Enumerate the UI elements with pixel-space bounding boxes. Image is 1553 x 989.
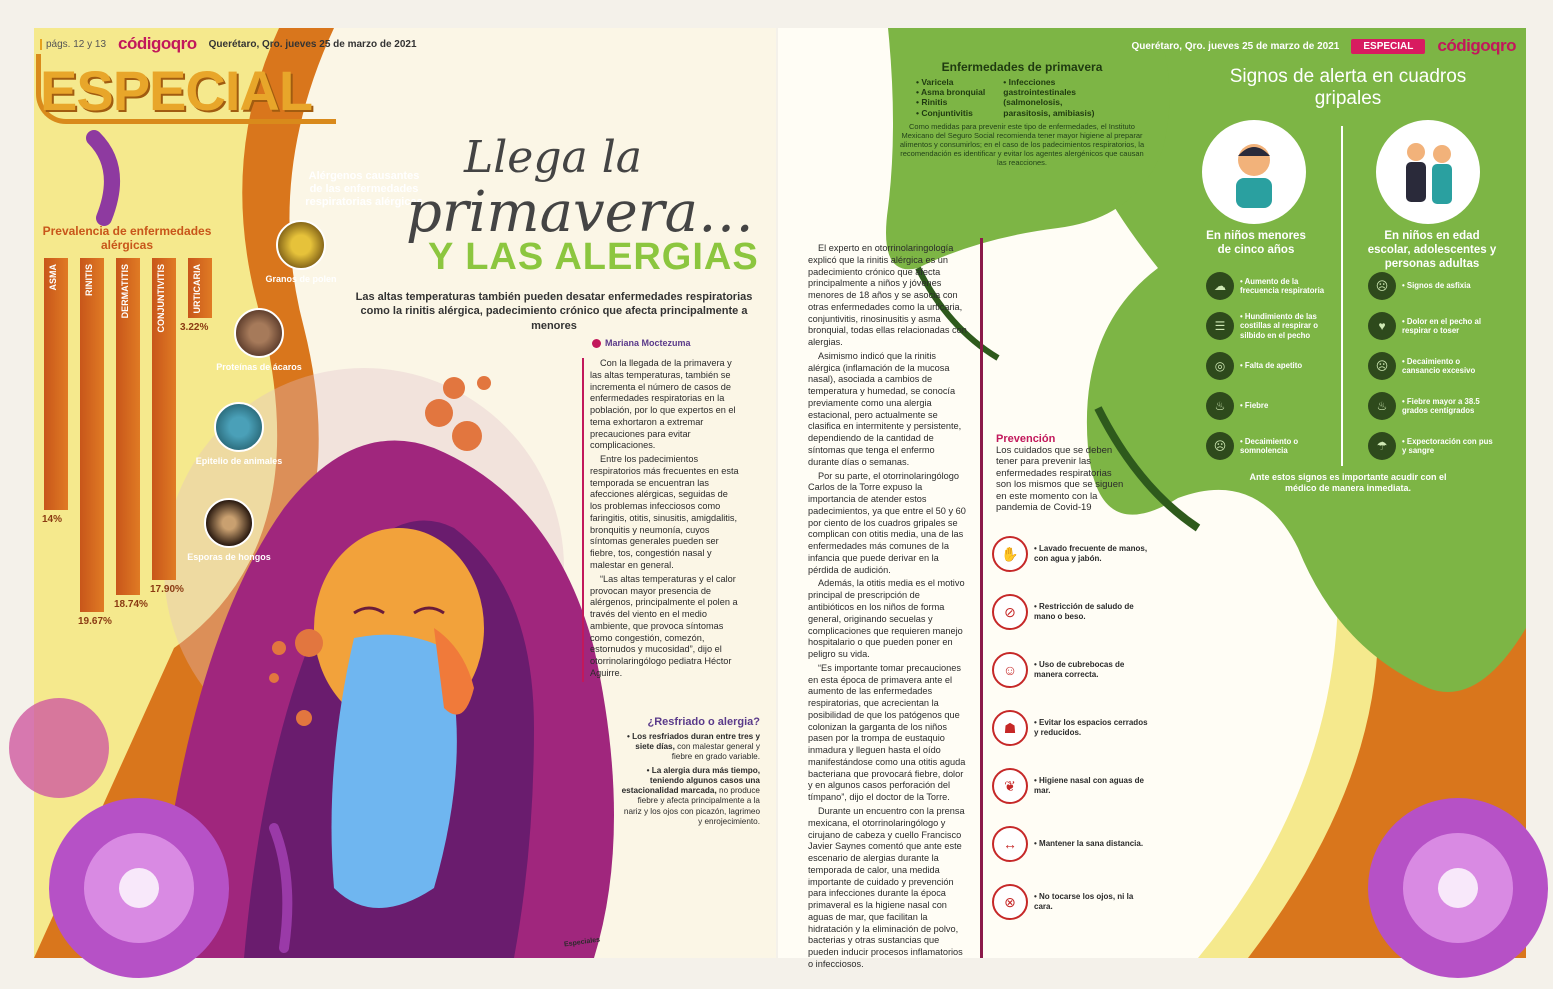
tired-icon: ☹: [1368, 352, 1396, 380]
bar: [188, 258, 212, 318]
logo: códigoqro: [118, 34, 197, 53]
column-title-adults: En niños en edad escolar, adolescentes y personas adultas: [1367, 230, 1497, 270]
paragraph: Entre los padecimientos respiratorios más frecuentes en esta temporada se encuentran las afecciones alérgicas, seguidas de los problemas infecciosos como faringitis, otitis, sinusitis, amigdalitis, bronquitis y neumonía, cuyos síntomas generales pueden ser fiebre, tos, congestión nasal y malestar en general.: [590, 454, 739, 571]
warning-sign-item: [1368, 352, 1498, 380]
warning-sign-item: [1368, 272, 1498, 300]
prevention-item: [992, 652, 1152, 688]
fever-icon: ♨: [1368, 392, 1396, 420]
prevention-item-text: • Evitar los espacios cerrados y reducidos.: [1034, 718, 1148, 737]
sick-child-icon: [1214, 132, 1294, 212]
bar: [44, 258, 68, 510]
article-body-right: [808, 243, 968, 973]
prevention-title: Prevención: [996, 433, 1056, 445]
dateline: Querétaro, Qro. jueves 25 de marzo de 2021: [1131, 40, 1340, 52]
right-header: [1132, 36, 1517, 56]
warning-sign-item: [1206, 352, 1336, 380]
chart-title: Prevalencia de enfermedades alérgicas: [42, 224, 212, 252]
author-icon: [592, 339, 601, 348]
headline-line-1: Llega la: [464, 132, 643, 183]
sick-adults-icon: [1388, 132, 1468, 212]
byline: Mariana Moctezuma: [592, 338, 691, 348]
list-item: • Conjuntivitis: [916, 108, 985, 118]
box-note: Como medidas para prevenir este tipo de enfermedades, el Instituto Mexicano del Seguro Social recomienda tener mayor higiene al preparar alimentos y consumirlos; en el caso de los padecimientos respiratorios, la recomendación es identificar y evitar los agentes alergénicos que causan las reacciones.: [899, 121, 1145, 167]
chest-pain-icon: ♥: [1368, 312, 1396, 340]
allergen-fungi: Esporas de hongos: [184, 498, 274, 562]
right-page: [778, 28, 1526, 969]
warning-sign-text: • Dolor en el pecho al respirar o toser: [1402, 316, 1481, 335]
prevention-item: [992, 594, 1152, 630]
asphyxia-icon: ☹: [1368, 272, 1396, 300]
warning-sign-text: • Decaimiento o cansancio excesivo: [1402, 356, 1476, 375]
fungus-icon: [204, 498, 254, 548]
box-title: ¿Resfriado o alergia?: [647, 716, 760, 728]
section-badge: ESPECIAL: [1351, 39, 1425, 54]
paragraph: “Es importante tomar precauciones en esta época de primavera ante el aumento de las enfermedades respiratorias, que acrecientan la posibilidad de que los patógenos que colonizan la garganta de los niños pasen por la trompa de eustaquio inmadura y lleguen hasta el oído manifestándose como una otitis aguda bacteriana que provocará fiebre, dolor y en algunos casos perforación del tímpano”, dijo el doctor de la Torre.: [808, 662, 966, 803]
prevention-text: Los cuidados que se deben tener para prevenir las enfermedades respiratorias son los mismos que se siguen en este momento con la pandemia de Covid-19: [996, 445, 1124, 513]
bar-category-label: ASMA: [48, 264, 58, 291]
deck: Las altas temperaturas también pueden desatar enfermedades respiratorias como la rinitis alérgica, padecimiento crónico que afecta principalmente a menores: [355, 291, 753, 332]
handwash-icon: ✋: [992, 536, 1028, 572]
warning-sign-item: [1206, 312, 1336, 340]
allergen-animals: Epitelio de animales: [194, 402, 284, 466]
footer-tag: Especiales: [563, 936, 601, 949]
box-title: Enfermedades de primavera: [941, 60, 1103, 74]
warning-sign-item: [1206, 272, 1336, 300]
bar: [152, 258, 176, 580]
paragraph: Por su parte, el otorrinolaringólogo Carlos de la Torre expuso la importancia de atender estos padecimientos, ya que entre el 50 y 60 por ciento de los cuadros gripales se complican con otitis media, una de las enfermedades más comunes de la infancia que puede derivar en la pérdida de audición.: [808, 470, 966, 575]
cough-icon: ☂: [1368, 432, 1396, 460]
prevention-item-text: • Higiene nasal con aguas de mar.: [1034, 776, 1144, 795]
distance-icon: ↔: [992, 826, 1028, 862]
pollen-icon: [276, 220, 326, 270]
no-touch-face-icon: ⊗: [992, 884, 1028, 920]
prevention-item-text: • Restricción de saludo de mano o beso.: [1034, 602, 1134, 621]
warning-sign-text: • Signos de asfixia: [1402, 281, 1471, 291]
warning-sign-item: [1368, 432, 1498, 460]
list-item: • Varicela: [916, 77, 985, 87]
no-handshake-icon: ⊘: [992, 594, 1028, 630]
bar-category-label: RINITIS: [84, 264, 94, 297]
list-item: • Rinitis: [916, 97, 985, 107]
disease-list-1: [916, 77, 985, 118]
disease-list-2: [1003, 77, 1103, 118]
headline-line-2: primavera…: [406, 180, 754, 245]
headline-line-3: Y LAS ALERGIAS: [428, 236, 759, 278]
allergens-title: Alérgenos causantes de las enfermedades respiratorias alérgicas: [305, 170, 423, 209]
paragraph: Con la llegada de la primavera y las altas temperaturas, también se incrementa el número de casos de enfermedades respiratorias en la población, por lo que expertos en el tema exhortaron a extremar precauciones para evitar complicaciones.: [590, 358, 736, 451]
warning-sign-item: [1206, 392, 1336, 420]
prevention-item-text: • Mantener la sana distancia.: [1034, 839, 1144, 849]
bar-value-label: 3.22%: [180, 322, 209, 333]
mask-icon: ☺: [992, 652, 1028, 688]
prevention-item: [992, 768, 1152, 804]
prevention-item: [992, 710, 1152, 746]
bar-category-label: URTICARIA: [192, 264, 202, 314]
lungs-icon: ☁: [1206, 272, 1234, 300]
mite-icon: [234, 308, 284, 358]
list-item: • Infecciones gastrointestinales (salmonelosis, parasitosis, amibiasis): [1003, 77, 1103, 118]
left-header: [40, 34, 417, 54]
bar-value-label: 14%: [42, 514, 63, 525]
column-divider: [980, 238, 983, 958]
page-numbers: págs. 12 y 13: [40, 39, 106, 50]
bar-value-label: 17.90%: [150, 584, 184, 595]
prevention-item: [992, 884, 1152, 920]
bar-category-label: CONJUNTIVITIS: [156, 264, 166, 333]
prevention-intro: [996, 433, 1126, 513]
adults-illustration: [1376, 120, 1480, 224]
warning-sign-text: • Decaimiento o somnolencia: [1240, 436, 1299, 455]
bar-value-label: 19.67%: [78, 616, 112, 627]
bar-value-label: 18.74%: [114, 599, 148, 610]
warning-sign-text: • Falta de apetito: [1240, 361, 1303, 371]
signs-divider: [1341, 126, 1343, 466]
ribs-icon: ☰: [1206, 312, 1234, 340]
cold-or-allergy-box: ¿Resfriado o alergia? • Los resfriados duran entre tres y siete días, con malestar general y fiebre en grado variable. • La alergia dura más tiempo, teniendo algunos casos una estacionalidad marcada, no produce fiebre y afecta principalmente a la nariz y los ojos con picazón, lagrimeo y enrojecimiento.: [621, 716, 760, 826]
sleepy-icon: ☹: [1206, 432, 1234, 460]
bar: [80, 258, 104, 612]
list-item: • Asma bronquial: [916, 87, 985, 97]
prevention-item: [992, 826, 1152, 862]
warning-signs-title: Signos de alerta en cuadros gripales: [1229, 66, 1467, 109]
spring-diseases-box: [896, 60, 1148, 167]
prevention-item-text: • Lavado frecuente de manos, con agua y jabón.: [1034, 544, 1148, 563]
prevention-item: [992, 536, 1152, 572]
allergen-mites: Proteínas de ácaros: [214, 308, 304, 372]
warning-sign-text: • Fiebre: [1240, 401, 1269, 411]
warning-sign-text: • Hundimiento de las costillas al respirar o silbido en el pecho: [1240, 312, 1319, 340]
prevention-item-text: • Uso de cubrebocas de manera correcta.: [1034, 660, 1125, 679]
warning-sign-item: [1368, 312, 1498, 340]
article-body-left: [582, 358, 742, 682]
dateline: Querétaro, Qro. jueves 25 de marzo de 2021: [208, 38, 417, 50]
animal-icon: [214, 402, 264, 452]
thermometer-icon: ♨: [1206, 392, 1234, 420]
warning-sign-text: • Aumento de la frecuencia respiratoria: [1240, 276, 1325, 295]
paragraph: Asimismo indicó que la rinitis alérgica (inflamación de la mucosa nasal), asociada a cambios de temperatura y humedad, se conocía previamente como una alergia estacional, pero actualmente se clasifica en intermitente y persistente, dependiendo de la cantidad de síntomas que tenga el enfermo durante días o semanas.: [808, 350, 962, 467]
nasal-spray-icon: ❦: [992, 768, 1028, 804]
plate-icon: ◎: [1206, 352, 1234, 380]
warning-sign-item: [1206, 432, 1336, 460]
section-title: ESPECIAL: [40, 59, 313, 122]
warning-note: Ante estos signos es importante acudir con el médico de manera inmediata.: [1249, 472, 1447, 493]
paragraph: “Las altas temperaturas y el calor provocan mayor presencia de alérgenos, principalmente el polen a través del viento en el medio ambiente, que provoca síntomas como congestión, comezón, estornudos y mucosidad”, dijo el otorrinolaringólogo pediatra Héctor Aguirre.: [590, 573, 738, 678]
child-illustration: [1202, 120, 1306, 224]
warning-sign-text: • Fiebre mayor a 38.5 grados centígrados: [1402, 396, 1480, 415]
bar: [116, 258, 140, 595]
column-title-children: En niños menores de cinco años: [1206, 230, 1306, 256]
warning-sign-text: • Expectoración con pus y sangre: [1402, 436, 1493, 455]
bar-category-label: DERMATITIS: [120, 264, 130, 319]
prevention-item-text: • No tocarse los ojos, ni la cara.: [1034, 892, 1134, 911]
paragraph: El experto en otorrinolaringología explicó que la rinitis alérgica es un padecimiento crónico que afecta principalmente a niños y jóvenes menores de 18 años y se asocia con otras enfermedades como la urticaria, conjuntivitis, rinosinusitis y asma bronquial, todas ellas relacionadas con alergias.: [808, 243, 967, 348]
logo: códigoqro: [1437, 36, 1516, 55]
paragraph: Además, la otitis media es el motivo principal de prescripción de antibióticos en los niños de forma general, originando secuelas y complicaciones que requieren manejo hospitalario o que pueden poner en peligro su vida.: [808, 578, 965, 660]
warning-sign-item: [1368, 392, 1498, 420]
paragraph: Durante un encuentro con la prensa mexicana, el otorrinolaringólogo y cirujano de cabeza y cuello Francisco Javier Saynes comentó que ante este escenario de alergias durante la temporada de calor, una medida importante de cuidado y prevención para infecciones durante la época primaveral es la higiene nasal con aguas de mar, que facilitan la hidratación y la eliminación de polvo, bacterias y otras sustancias que pueden inducir procesos inflamatorios o infecciosos.: [808, 805, 965, 969]
crowd-icon: ☗: [992, 710, 1028, 746]
left-page: [34, 28, 776, 958]
allergen-pollen: Granos de polen: [256, 220, 346, 284]
